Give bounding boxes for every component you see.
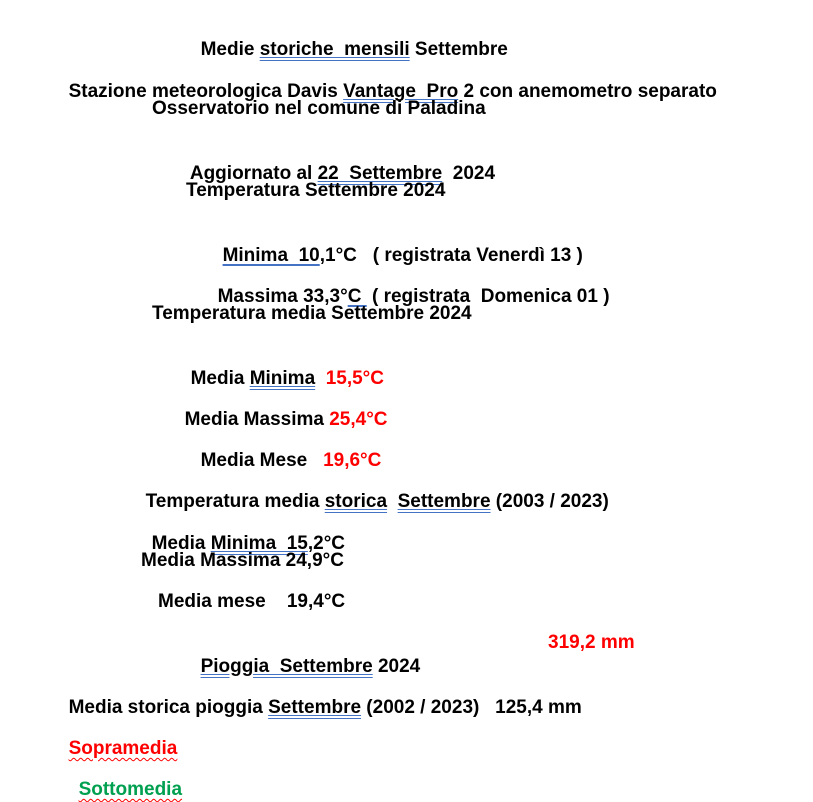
rain-underlined: Pioggia Settembre	[200, 656, 373, 677]
station-prefix: Stazione meteorologica Davis	[68, 81, 344, 102]
maximum-prefix: Massima 33,3°	[217, 286, 348, 307]
mean-temperature-heading: Temperatura media Settembre 2024	[152, 303, 472, 324]
legend-below-average	[68, 754, 182, 802]
historical-underlined-2: Settembre	[397, 491, 491, 512]
media-minima-underlined: Minima	[249, 368, 316, 389]
maximum-rest: ( registrata Domenica 01 )	[366, 286, 610, 307]
historical-min-prefix: Media	[151, 533, 211, 554]
station-underlined: Vantage Pro	[343, 81, 459, 102]
temperature-heading: Temperatura Settembre 2024	[186, 180, 446, 201]
title-prefix: Medie	[200, 39, 260, 60]
historical-rain-prefix: Media storica pioggia	[68, 697, 269, 718]
media-massima-value: 25,4°C	[329, 409, 388, 430]
station-suffix: 2 con anemometro separato	[458, 81, 717, 102]
historical-underlined-1: storica	[324, 491, 388, 512]
historical-min-rest: ,2°C	[307, 533, 346, 554]
historical-prefix: Temperatura media	[145, 491, 325, 512]
historical-rain-suffix: (2002 / 2023) 125,4 mm	[361, 697, 582, 718]
updated-underlined: 22 Settembre	[317, 163, 443, 184]
historical-mese-line: Media mese 19,4°C	[158, 591, 346, 612]
media-mese-value: 19,6°C	[323, 450, 382, 471]
media-minima-prefix: Media	[190, 368, 250, 389]
historical-suffix: (2003 / 2023)	[490, 491, 609, 512]
title-suffix: Settembre	[409, 39, 508, 60]
title-line	[190, 14, 508, 62]
observatory-line: Osservatorio nel comune di Paladina	[152, 98, 486, 119]
maximum-underlined: C	[347, 286, 367, 307]
minimum-underlined: Minima 10	[222, 245, 320, 266]
media-mese-label: Media Mese	[200, 450, 324, 471]
legend-above-label: Sopramedia	[68, 738, 178, 759]
historical-heading	[135, 466, 609, 514]
minimum-rest: ,1°C ( registrata Venerdì 13 )	[319, 245, 583, 266]
historical-min-underlined: Minima 15	[210, 533, 308, 554]
updated-suffix: 2024	[442, 163, 496, 184]
media-massima-label: Media Massima	[184, 409, 330, 430]
rain-value: 319,2 mm	[548, 632, 635, 653]
media-minima-value: 15,5°C	[325, 368, 385, 389]
historical-max-line: Media Massima 24,9°C	[141, 550, 344, 571]
title-underlined: storiche mensili	[259, 39, 410, 60]
historical-rain-underlined: Settembre	[268, 697, 362, 718]
legend-below-label: Sottomedia	[78, 779, 183, 800]
updated-prefix: Aggiornato al	[189, 163, 318, 184]
rain-suffix: 2024	[372, 656, 421, 677]
